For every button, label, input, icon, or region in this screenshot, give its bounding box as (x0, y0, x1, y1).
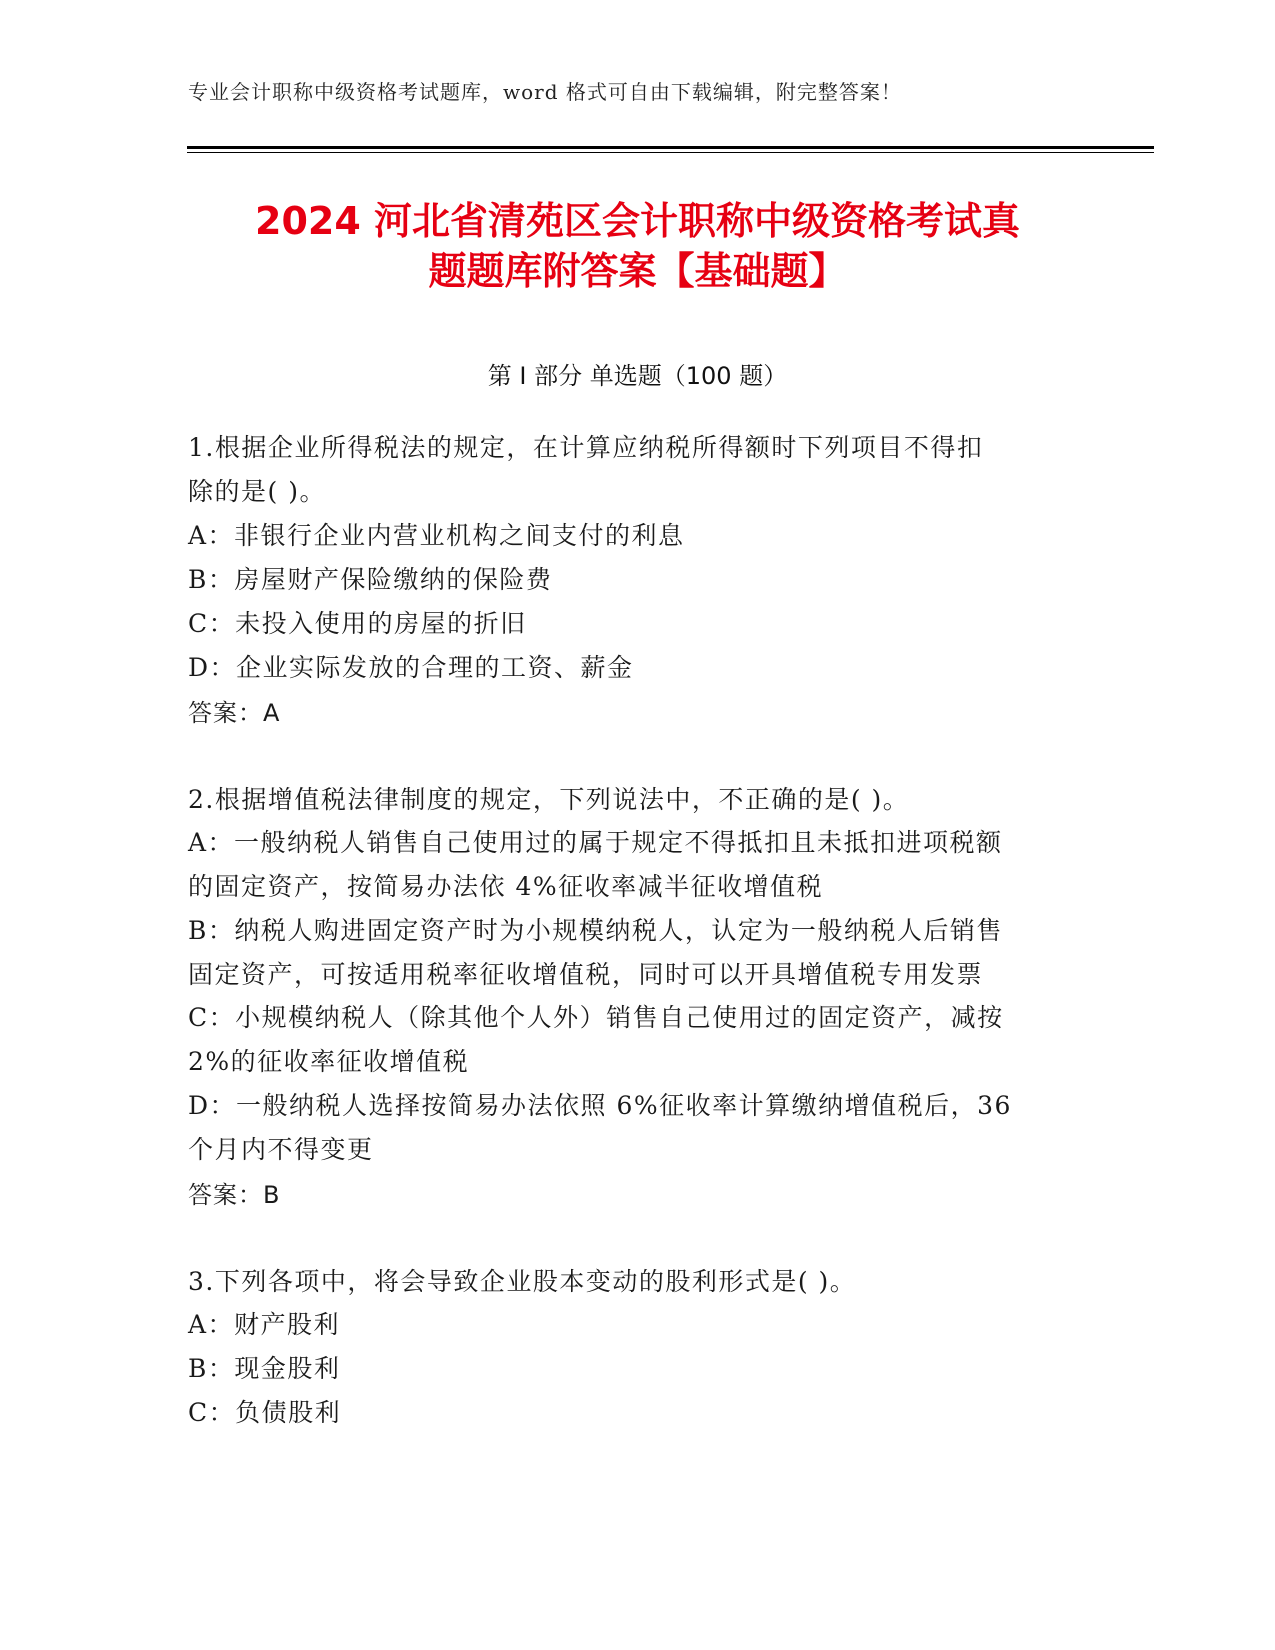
question-1-stem-line-2: 除的是( )。 (188, 477, 326, 506)
question-1-option-b: B：房屋财产保险缴纳的保险费 (188, 565, 553, 594)
question-3-option-a: A：财产股利 (188, 1310, 341, 1339)
question-2-option-c-line-1: C：小规模纳税人（除其他个人外）销售自己使用过的固定资产，减按 (188, 1003, 1004, 1032)
question-1-stem-line-1: 1.根据企业所得税法的规定，在计算应纳税所得额时下列项目不得扣 (188, 433, 984, 462)
header-note: 专业会计职称中级资格考试题库，word 格式可自由下载编辑，附完整答案！ (188, 80, 902, 104)
header-divider-thin (187, 152, 1154, 153)
title-line-1: 2024 河北省清苑区会计职称中级资格考试真 (255, 199, 1020, 243)
question-1-option-d: D：企业实际发放的合理的工资、薪金 (188, 653, 634, 682)
question-2-answer: 答案：B (188, 1181, 281, 1209)
question-2-option-d-line-1: D：一般纳税人选择按简易办法依照 6%征收率计算缴纳增值税后，36 (188, 1091, 1012, 1120)
title-line-2: 题题库附答案【基础题】 (428, 249, 847, 293)
header-divider-thick (187, 146, 1154, 149)
section-title: 第 I 部分 单选题（100 题） (487, 362, 788, 390)
question-3-stem: 3.下列各项中，将会导致企业股本变动的股利形式是( )。 (188, 1267, 857, 1296)
question-1-option-c: C：未投入使用的房屋的折旧 (188, 609, 527, 638)
question-2-option-b-line-2: 固定资产，可按适用税率征收增值税，同时可以开具增值税专用发票 (188, 960, 984, 989)
question-2-option-a-line-1: A：一般纳税人销售自己使用过的属于规定不得抵扣且未抵扣进项税额 (188, 828, 1003, 857)
question-1-answer: 答案：A (188, 699, 281, 727)
question-2-stem: 2.根据增值税法律制度的规定，下列说法中，不正确的是( )。 (188, 785, 910, 814)
question-2-option-a-line-2: 的固定资产，按简易办法依 4%征收率减半征收增值税 (188, 872, 824, 901)
question-3-option-c: C：负债股利 (188, 1398, 342, 1427)
question-1-option-a: A：非银行企业内营业机构之间支付的利息 (188, 521, 685, 550)
question-3-option-b: B：现金股利 (188, 1354, 341, 1383)
question-2-option-b-line-1: B：纳税人购进固定资产时为小规模纳税人，认定为一般纳税人后销售 (188, 916, 1003, 945)
document-title (150, 196, 1125, 296)
question-2-option-c-line-2: 2%的征收率征收增值税 (188, 1047, 470, 1076)
question-2-option-d-line-2: 个月内不得变更 (188, 1135, 374, 1164)
